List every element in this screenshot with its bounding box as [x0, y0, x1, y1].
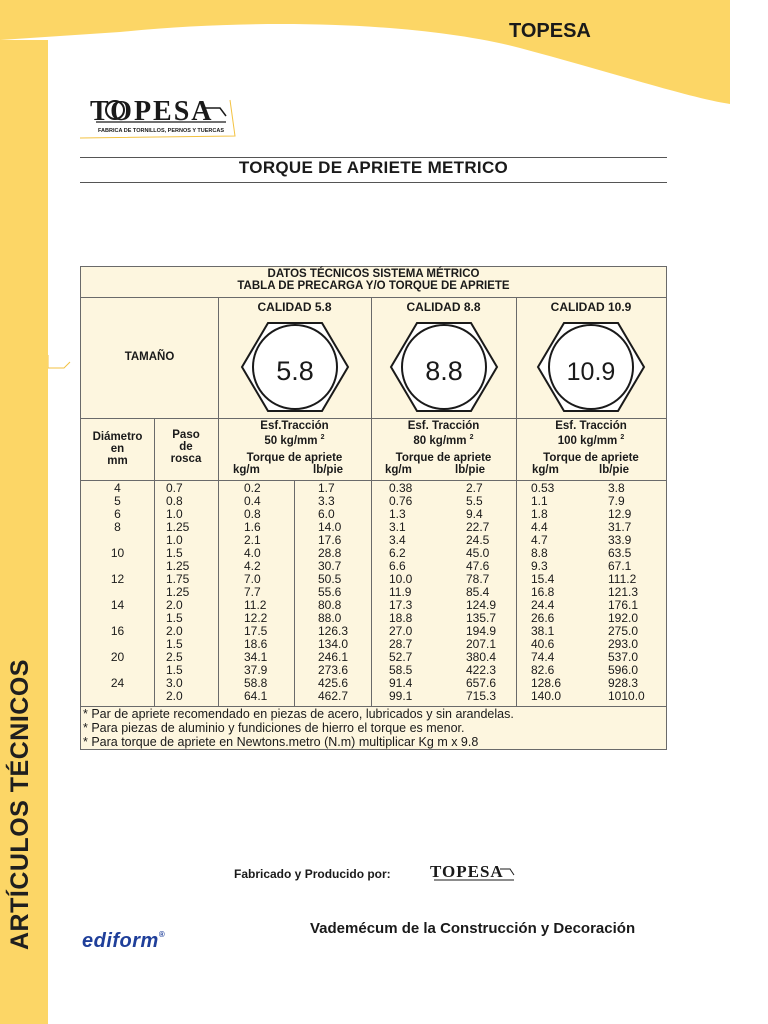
unit-lbpie-58: lb/pie	[313, 464, 344, 476]
manufacturer-label: Fabricado y Producido por:	[234, 867, 391, 881]
q109-kgm-column: 0.53 1.1 1.8 4.4 4.7 8.8 9.3 15.4 16.8 24.4 26.6 38.1 40.6 74.4 82.6 128.6 140.0	[531, 481, 562, 703]
diameter-header: Diámetro en mm	[92, 431, 143, 467]
bolt-mark-58: 5.8	[276, 356, 314, 386]
topesa-logo	[86, 94, 236, 140]
unit-kgm-58: kg/m	[233, 464, 260, 476]
q109-lbpie-column: 3.8 7.9 12.9 31.7 33.9 63.5 67.1 111.2 121.3 176.1 192.0 275.0 293.0 537.0 596.0 928.3 1010.0	[608, 481, 645, 703]
torque-table	[80, 266, 667, 750]
pitch-column: 0.7 0.8 1.0 1.25 1.0 1.5 1.25 1.75 1.25 2.0 1.5 2.0 1.5 2.5 1.5 3.0 2.0	[166, 481, 190, 703]
table-title-line1: DATOS TÉCNICOS SISTEMA MÉTRICO	[267, 268, 480, 280]
svg-text:TOPESA: TOPESA	[90, 96, 214, 127]
unit-lbpie-109: lb/pie	[599, 464, 630, 476]
strength-58-value: 50 kg/mm $^2$	[264, 434, 325, 447]
q88-lbpie-column: 2.7 5.5 9.4 22.7 24.5 45.0 47.6 78.7 85.4 124.9 135.7 194.9 207.1 380.4 422.3 657.6 715.3	[466, 481, 497, 703]
strength-109-label: Esf. Tracción	[555, 420, 627, 432]
quality-109-label: CALIDAD 10.9	[550, 300, 632, 314]
publisher-logo: ediform®	[82, 930, 166, 952]
torque-58-header: Torque de apriete	[246, 452, 343, 464]
table-notes	[83, 707, 514, 749]
quality-88-label: CALIDAD 8.8	[406, 300, 481, 314]
unit-lbpie-88: lb/pie	[455, 464, 486, 476]
size-label: TAMAÑO	[124, 351, 175, 363]
q58-kgm-column: 0.2 0.4 0.8 1.6 2.1 4.0 4.2 7.0 7.7 11.2 12.2 17.5 18.6 34.1 37.9 58.8 64.1	[244, 481, 268, 703]
bolt-head-88-icon	[389, 320, 499, 414]
side-section-title: ARTÍCULOS TÉCNICOS	[6, 659, 34, 950]
title-rule-bottom	[80, 182, 667, 183]
bolt-head-109-icon	[536, 320, 646, 414]
q88-kgm-column: 0.38 0.76 1.3 3.1 3.4 6.2 6.6 10.0 11.9 17.3 18.8 27.0 28.7 52.7 58.5 91.4 99.1	[389, 481, 413, 703]
note-item: * Para torque de apriete en Newtons.metro (N.m) multiplicar Kg m x 9.8	[83, 735, 479, 749]
header-brand: TOPESA	[509, 20, 591, 42]
strength-109-value: 100 kg/mm $^2$	[557, 434, 625, 447]
footer-title: Vademécum de la Construcción y Decoración	[310, 920, 636, 937]
svg-text:TOPESA: TOPESA	[430, 862, 504, 881]
unit-kgm-88: kg/m	[385, 464, 412, 476]
bolt-mark-109: 10.9	[566, 358, 616, 386]
strength-88-value: 80 kg/mm $^2$	[413, 434, 474, 447]
strength-58-label: Esf.Tracción	[260, 420, 329, 432]
unit-kgm-109: kg/m	[532, 464, 559, 476]
topesa-logo-small	[428, 860, 520, 890]
note-item: * Para piezas de aluminio y fundiciones de hierro el torque es menor.	[83, 721, 465, 735]
diameter-column: 4 5 6 8 10 12 14 16 20 24	[110, 481, 125, 690]
document-title: TORQUE DE APRIETE METRICO	[238, 158, 509, 177]
pitch-header: Paso de rosca	[170, 429, 202, 465]
strength-88-label: Esf. Tracción	[407, 420, 480, 432]
logo-tagline: FABRICA DE TORNILLOS, PERNOS Y TUERCAS	[98, 128, 225, 134]
bolt-mark-88: 8.8	[425, 356, 463, 386]
torque-88-header: Torque de apriete	[395, 452, 492, 464]
q58-lbpie-column: 1.7 3.3 6.0 14.0 17.6 28.8 30.7 50.5 55.6 80.8 88.0 126.3 134.0 246.1 273.6 425.6 462.7	[318, 481, 349, 703]
bolt-head-58-icon	[240, 320, 350, 414]
note-item: * Par de apriete recomendado en piezas de acero, lubricados y sin arandelas.	[83, 707, 514, 721]
table-title-line2: TABLA DE PRECARGA Y/O TORQUE DE APRIETE	[237, 280, 510, 292]
torque-109-header: Torque de apriete	[543, 452, 639, 464]
quality-58-label: CALIDAD 5.8	[257, 300, 332, 314]
